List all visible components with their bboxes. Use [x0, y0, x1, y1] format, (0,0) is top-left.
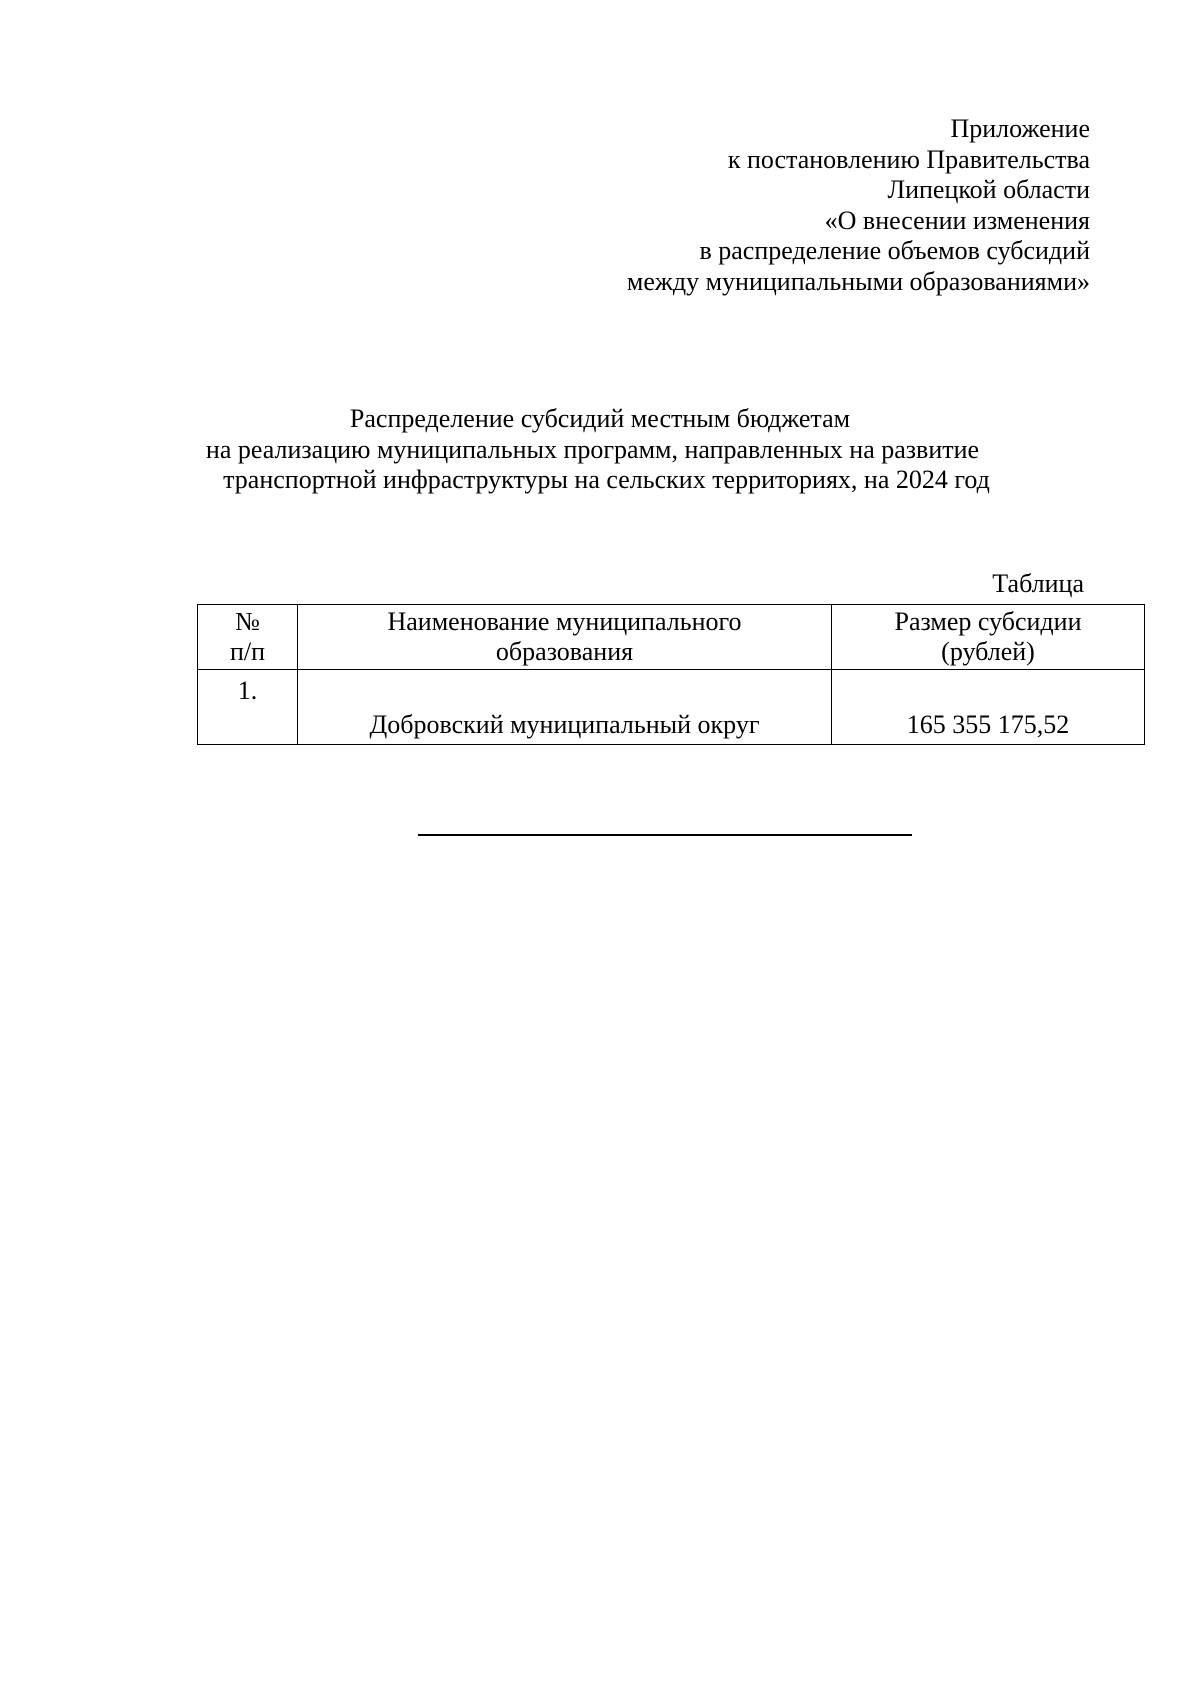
title-line: Распределение субсидий местным бюджетам	[349, 404, 851, 433]
header-number-line: №	[235, 607, 260, 636]
header-name	[298, 605, 832, 670]
header-amount-line: Размер субсидии	[894, 607, 1082, 636]
row-number: 1.	[198, 670, 298, 745]
subsidy-table	[197, 604, 1145, 745]
title-line: транспортной инфраструктуры на сельских территориях, на 2024 год	[223, 465, 990, 494]
row-municipality-name: Добровский муниципальный округ	[298, 670, 832, 745]
appendix-line: «О внесении изменения	[824, 205, 1090, 235]
table-row	[198, 670, 1145, 745]
appendix-line: между муниципальными образованиями»	[626, 266, 1090, 296]
title-line: на реализацию муниципальных программ, направленных на развитие	[205, 434, 980, 464]
table-caption: Таблица	[992, 569, 1084, 598]
appendix-line: Липецкой области	[887, 175, 1090, 204]
appendix-line: к постановлению Правительства	[727, 144, 1090, 174]
header-number-line: п/п	[229, 637, 266, 666]
header-amount	[832, 605, 1145, 670]
appendix-block	[530, 114, 1090, 297]
header-name-line: образования	[495, 637, 634, 666]
appendix-line: в распределение объемов субсидий	[699, 236, 1090, 265]
header-amount-line: (рублей)	[941, 637, 1035, 666]
document-title	[0, 404, 1200, 496]
row-subsidy-amount: 165 355 175,52	[832, 670, 1145, 745]
header-name-line: Наименование муниципального	[387, 607, 742, 636]
table-header-row	[198, 605, 1145, 670]
appendix-line: Приложение	[950, 114, 1090, 143]
header-number	[198, 605, 298, 670]
closing-divider	[418, 834, 912, 836]
